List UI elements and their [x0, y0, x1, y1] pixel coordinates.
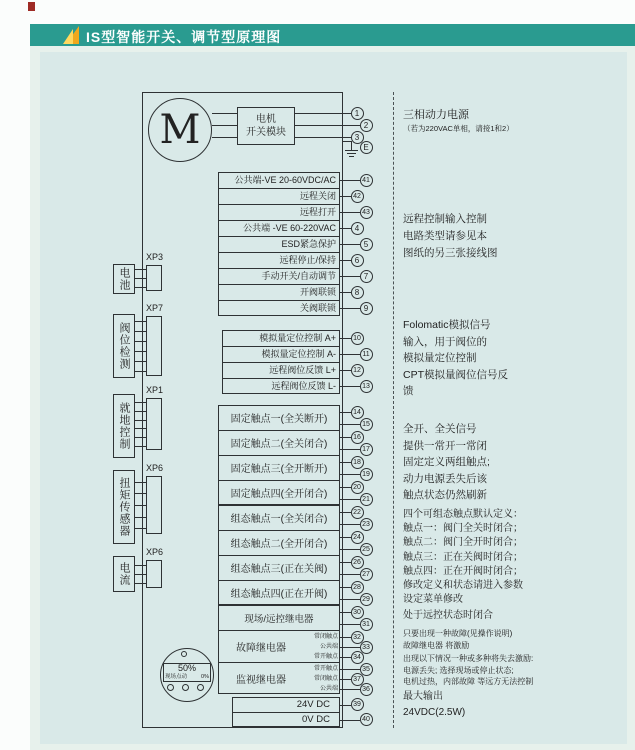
module-XP1-label-box: 就地控制 [113, 394, 135, 458]
remote-inputs-row-label: 公共端-VE 20-60VDC/AC [234, 175, 336, 185]
wire [340, 562, 351, 563]
gauge-sub-left: 现场点动 [165, 674, 188, 680]
terminal-11: 11 [360, 348, 373, 361]
wire [340, 370, 351, 371]
remote-inputs-row-label: ESD紧急保护 [281, 239, 336, 249]
note-line: 固定定义两组触点; [403, 456, 490, 468]
note-line: CPT模拟量阀位信号反 [403, 368, 508, 381]
module-XP7-label-box: 阀位检测 [113, 314, 135, 378]
wire [295, 137, 351, 138]
wire [212, 137, 237, 138]
terminal-2: 2 [360, 119, 373, 132]
wire [340, 308, 360, 309]
wire [343, 141, 351, 142]
relay-row-label: 故障继电器 [236, 642, 286, 654]
terminal-7: 7 [360, 270, 373, 283]
analog-io-row-label: 远程阀位反馈 L- [271, 381, 336, 391]
connector-XP1-box [146, 398, 162, 450]
terminal-28: 28 [351, 581, 364, 594]
note-line: 触点一：阀门全关时闭合； [403, 523, 523, 535]
terminal-41: 41 [360, 174, 373, 187]
connector-pin-wire [135, 321, 146, 322]
wire [212, 125, 237, 126]
module-XP3-label-box: 电池 [113, 264, 135, 294]
terminal-4: 4 [351, 222, 364, 235]
note-block [403, 124, 628, 134]
gauge-sub-right: 0% [201, 674, 209, 680]
fixed-contacts-row-label: 固定触点二(全关闭合) [230, 439, 328, 450]
connector-pin-wire [135, 331, 146, 332]
terminal-10: 10 [351, 332, 364, 345]
terminal-3: 3 [351, 131, 364, 144]
note-line: 四个可组态触点默认定义： [403, 509, 523, 520]
fixed-contacts-row-label: 固定触点一(全关断开) [230, 414, 328, 425]
wire [340, 412, 351, 413]
wire [340, 386, 360, 387]
wire [340, 524, 360, 525]
wire [340, 474, 360, 475]
connector-pin-wire [135, 493, 146, 494]
terminal-25: 25 [360, 543, 373, 556]
terminal-24: 24 [351, 531, 364, 544]
wire [340, 437, 351, 438]
connector-label: XP3 [146, 252, 164, 262]
note-line: 电源丢失; 选择现场或停止状态; [403, 665, 514, 675]
connector-pin-wire [135, 411, 146, 412]
connector-pin-wire [135, 517, 146, 518]
connector-label: XP6 [146, 463, 164, 473]
terminal-42: 42 [351, 190, 364, 203]
note-block [403, 421, 628, 504]
connector-pin-wire [135, 565, 146, 566]
wire [340, 624, 360, 625]
remote-inputs-row-label: 远程关闭 [299, 191, 336, 201]
remote-inputs-row-label: 手动开关/自动调节 [261, 271, 336, 281]
terminal-21: 21 [360, 493, 373, 506]
note-line: 触点状态仍然刷新 [403, 489, 487, 501]
terminal-22: 22 [351, 506, 364, 519]
note-line: 只要出现一种故障(见操作说明) [403, 629, 513, 638]
connector-pin-wire [135, 278, 146, 279]
connector-pin-wire [135, 482, 146, 483]
connector-pin-wire [135, 269, 146, 270]
terminal-1: 1 [351, 107, 364, 120]
ground-icon [347, 153, 356, 154]
note-block [403, 211, 628, 262]
terminal-37: 37 [351, 673, 364, 686]
connector-XP3-box [146, 265, 162, 291]
wire [340, 574, 360, 575]
analog-io-row-label: 模拟量定位控制 A+ [259, 333, 336, 343]
connector-pin-wire [135, 341, 146, 342]
note-line: 动力电源丢失后该 [403, 472, 487, 485]
wire [340, 228, 351, 229]
wire [340, 292, 351, 293]
note-line: 馈 [403, 385, 414, 397]
note-line: Folomatic模拟信号 [403, 319, 491, 331]
connector-pin-wire [135, 361, 146, 362]
terminal-6: 6 [351, 254, 364, 267]
note-line: 电路类型请参见本 [403, 230, 487, 242]
connector-pin-wire [135, 528, 146, 529]
gauge-bottom-dot [167, 684, 174, 691]
note-block [403, 508, 628, 607]
wire [295, 113, 351, 114]
wire [340, 587, 351, 588]
note-block [403, 609, 628, 622]
note-block [403, 107, 628, 123]
wire [340, 424, 360, 425]
note-line: 模拟量定位控制 [403, 352, 477, 364]
config-contacts-row-label: 组态触点四(正在开阀) [230, 589, 328, 600]
connector-pin-wire [135, 420, 146, 421]
gauge-bottom-dot [182, 684, 189, 691]
note-line: 出现以下情况一种或多种将失去激励: [403, 654, 534, 663]
note-block [403, 706, 628, 719]
fixed-contacts-row-label: 固定触点四(全开闭合) [230, 489, 328, 500]
wire [340, 244, 360, 245]
note-line: 触点三：正在关阀时闭合； [403, 551, 523, 563]
wire [340, 720, 360, 721]
note-block [403, 628, 628, 651]
terminal-14: 14 [351, 406, 364, 419]
wire [340, 705, 351, 706]
connector-XP6-box [146, 476, 162, 534]
note-line: 电机过热，内部故障 等远方无法控制 [403, 677, 534, 686]
ground-icon [345, 150, 358, 151]
note-line: （若为220VAC单相，请接1和2） [403, 124, 514, 133]
note-block [403, 317, 628, 400]
note-line: 24VDC(2.5W) [403, 707, 466, 718]
module-XP6-label-box: 电流 [113, 556, 135, 592]
wire [340, 462, 351, 463]
note-line: 三相动力电源 [403, 109, 469, 121]
wire [340, 276, 360, 277]
wire [340, 647, 360, 648]
gauge-bottom-dot [197, 684, 204, 691]
wire [340, 669, 360, 670]
note-line: 全开、全关信号 [403, 423, 477, 435]
terminal-34: 34 [351, 651, 364, 664]
terminal-43: 43 [360, 206, 373, 219]
terminal-36: 36 [360, 683, 373, 696]
remote-inputs-row-label: 远程打开 [299, 207, 336, 217]
terminal-8: 8 [351, 286, 364, 299]
config-contacts-row-label: 组态触点三(正在关阀) [230, 564, 328, 575]
motor-module-box [237, 107, 295, 145]
terminal-29: 29 [360, 593, 373, 606]
connector-label: XP6 [146, 547, 164, 557]
note-line: 修改定义和状态请进入参数 [403, 580, 523, 592]
wire [340, 637, 351, 638]
remote-inputs-row-label: 关阀联锁 [299, 303, 336, 313]
terminal-18: 18 [351, 456, 364, 469]
wire [340, 449, 360, 450]
wire [340, 338, 351, 339]
terminal-30: 30 [351, 606, 364, 619]
terminal-9: 9 [360, 302, 373, 315]
wire [340, 657, 351, 658]
terminal-20: 20 [351, 481, 364, 494]
wire [340, 354, 360, 355]
wire [340, 679, 351, 680]
terminal-12: 12 [351, 364, 364, 377]
connector-XP7-box [146, 316, 162, 376]
note-line: 输入，用于阀位的 [403, 335, 487, 348]
relay-pin-tag: 公共端 [319, 686, 338, 692]
ground-icon [349, 156, 354, 157]
terminal-39: 39 [351, 698, 364, 711]
connector-pin-wire [135, 287, 146, 288]
wire [340, 499, 360, 500]
relay-row-label: 监视继电器 [236, 674, 286, 686]
connector-pin-wire [135, 446, 146, 447]
terminal-26: 26 [351, 556, 364, 569]
power-output-row-label: 0V DC [302, 714, 330, 725]
connector-XP6-box [146, 560, 162, 588]
wire [351, 141, 352, 150]
analog-io-row-label: 远程阀位反馈 L+ [269, 365, 336, 375]
connector-pin-wire [135, 437, 146, 438]
connector-pin-wire [135, 428, 146, 429]
terminal-13: 13 [360, 380, 373, 393]
wire [340, 260, 351, 261]
gauge-value: 50% [177, 663, 196, 673]
analog-io-row-label: 模拟量定位控制 A- [261, 349, 336, 359]
note-block [403, 690, 628, 703]
terminal-19: 19 [360, 468, 373, 481]
wire [340, 212, 360, 213]
wire [340, 537, 351, 538]
note-line: 图纸的另三张接线图 [403, 247, 498, 259]
relay-pin-tag: 公共端 [319, 644, 338, 650]
motor-module-label: 电机 [256, 114, 276, 125]
relay-pin-tag: 常闭触点 [313, 676, 338, 682]
note-line: 触点四：正在开阀时闭合； [403, 565, 523, 577]
terminal-33: 33 [360, 641, 373, 654]
terminal-15: 15 [360, 418, 373, 431]
terminal-16: 16 [351, 431, 364, 444]
terminal-31: 31 [360, 618, 373, 631]
note-line: 处于远控状态时闭合 [403, 610, 493, 621]
config-contacts-row-label: 组态触点一(全关闭合) [230, 514, 328, 525]
terminal-32: 32 [351, 631, 364, 644]
note-line: 故障继电器 将激励 [403, 640, 470, 650]
terminal-E: E [360, 141, 373, 154]
wire [340, 512, 351, 513]
wire [340, 180, 360, 181]
wire [212, 113, 237, 114]
terminal-17: 17 [360, 443, 373, 456]
power-output-row-label: 24V DC [296, 699, 330, 710]
remote-inputs-row-label: 公共端 -VE 60-220VAC [243, 223, 336, 233]
remote-inputs-row-label: 开阀联锁 [299, 287, 336, 297]
note-block [403, 653, 628, 688]
terminal-23: 23 [360, 518, 373, 531]
relay-pin-tag: 常闭触点 [313, 634, 338, 640]
terminal-separator-line [393, 92, 394, 728]
connector-pin-wire [135, 505, 146, 506]
terminal-27: 27 [360, 568, 373, 581]
wire [340, 196, 351, 197]
connector-pin-wire [135, 351, 146, 352]
note-line: 最大输出 [403, 691, 443, 702]
note-line: 触点二：阀门全开时闭合； [403, 537, 523, 549]
page-title: IS型智能开关、调节型原理图 [86, 29, 282, 45]
wire [340, 549, 360, 550]
remote-inputs-row-label: 远程停止/保持 [279, 255, 336, 265]
connector-pin-wire [135, 574, 146, 575]
wire [340, 487, 351, 488]
relay-row-label: 现场/远控继电器 [244, 613, 314, 625]
connector-label: XP1 [146, 385, 164, 395]
relay-pin-tag: 常开触点 [313, 654, 338, 660]
terminal-5: 5 [360, 238, 373, 251]
module-XP6-label-box: 扭矩传感器 [113, 470, 135, 544]
connector-pin-wire [135, 402, 146, 403]
wire [340, 689, 360, 690]
fixed-contacts-row-label: 固定触点三(全开断开) [230, 464, 328, 475]
note-line: 远程控制输入控制 [403, 213, 487, 225]
terminal-35: 35 [360, 663, 373, 676]
motor-circle: M [148, 98, 212, 162]
note-line: 提供一常开一常闭 [403, 439, 487, 452]
config-contacts-row-label: 组态触点二(全开闭合) [230, 539, 328, 550]
wire [340, 599, 360, 600]
relay-pin-tag: 常开触点 [313, 666, 338, 672]
note-line: 设定菜单修改 [403, 594, 463, 606]
wire [295, 125, 360, 126]
connector-pin-wire [135, 371, 146, 372]
gauge-top-dot [181, 651, 187, 657]
terminal-40: 40 [360, 713, 373, 726]
connector-label: XP7 [146, 303, 164, 313]
connector-pin-wire [135, 583, 146, 584]
motor-module-label: 开关模块 [246, 127, 286, 138]
wire [340, 612, 351, 613]
